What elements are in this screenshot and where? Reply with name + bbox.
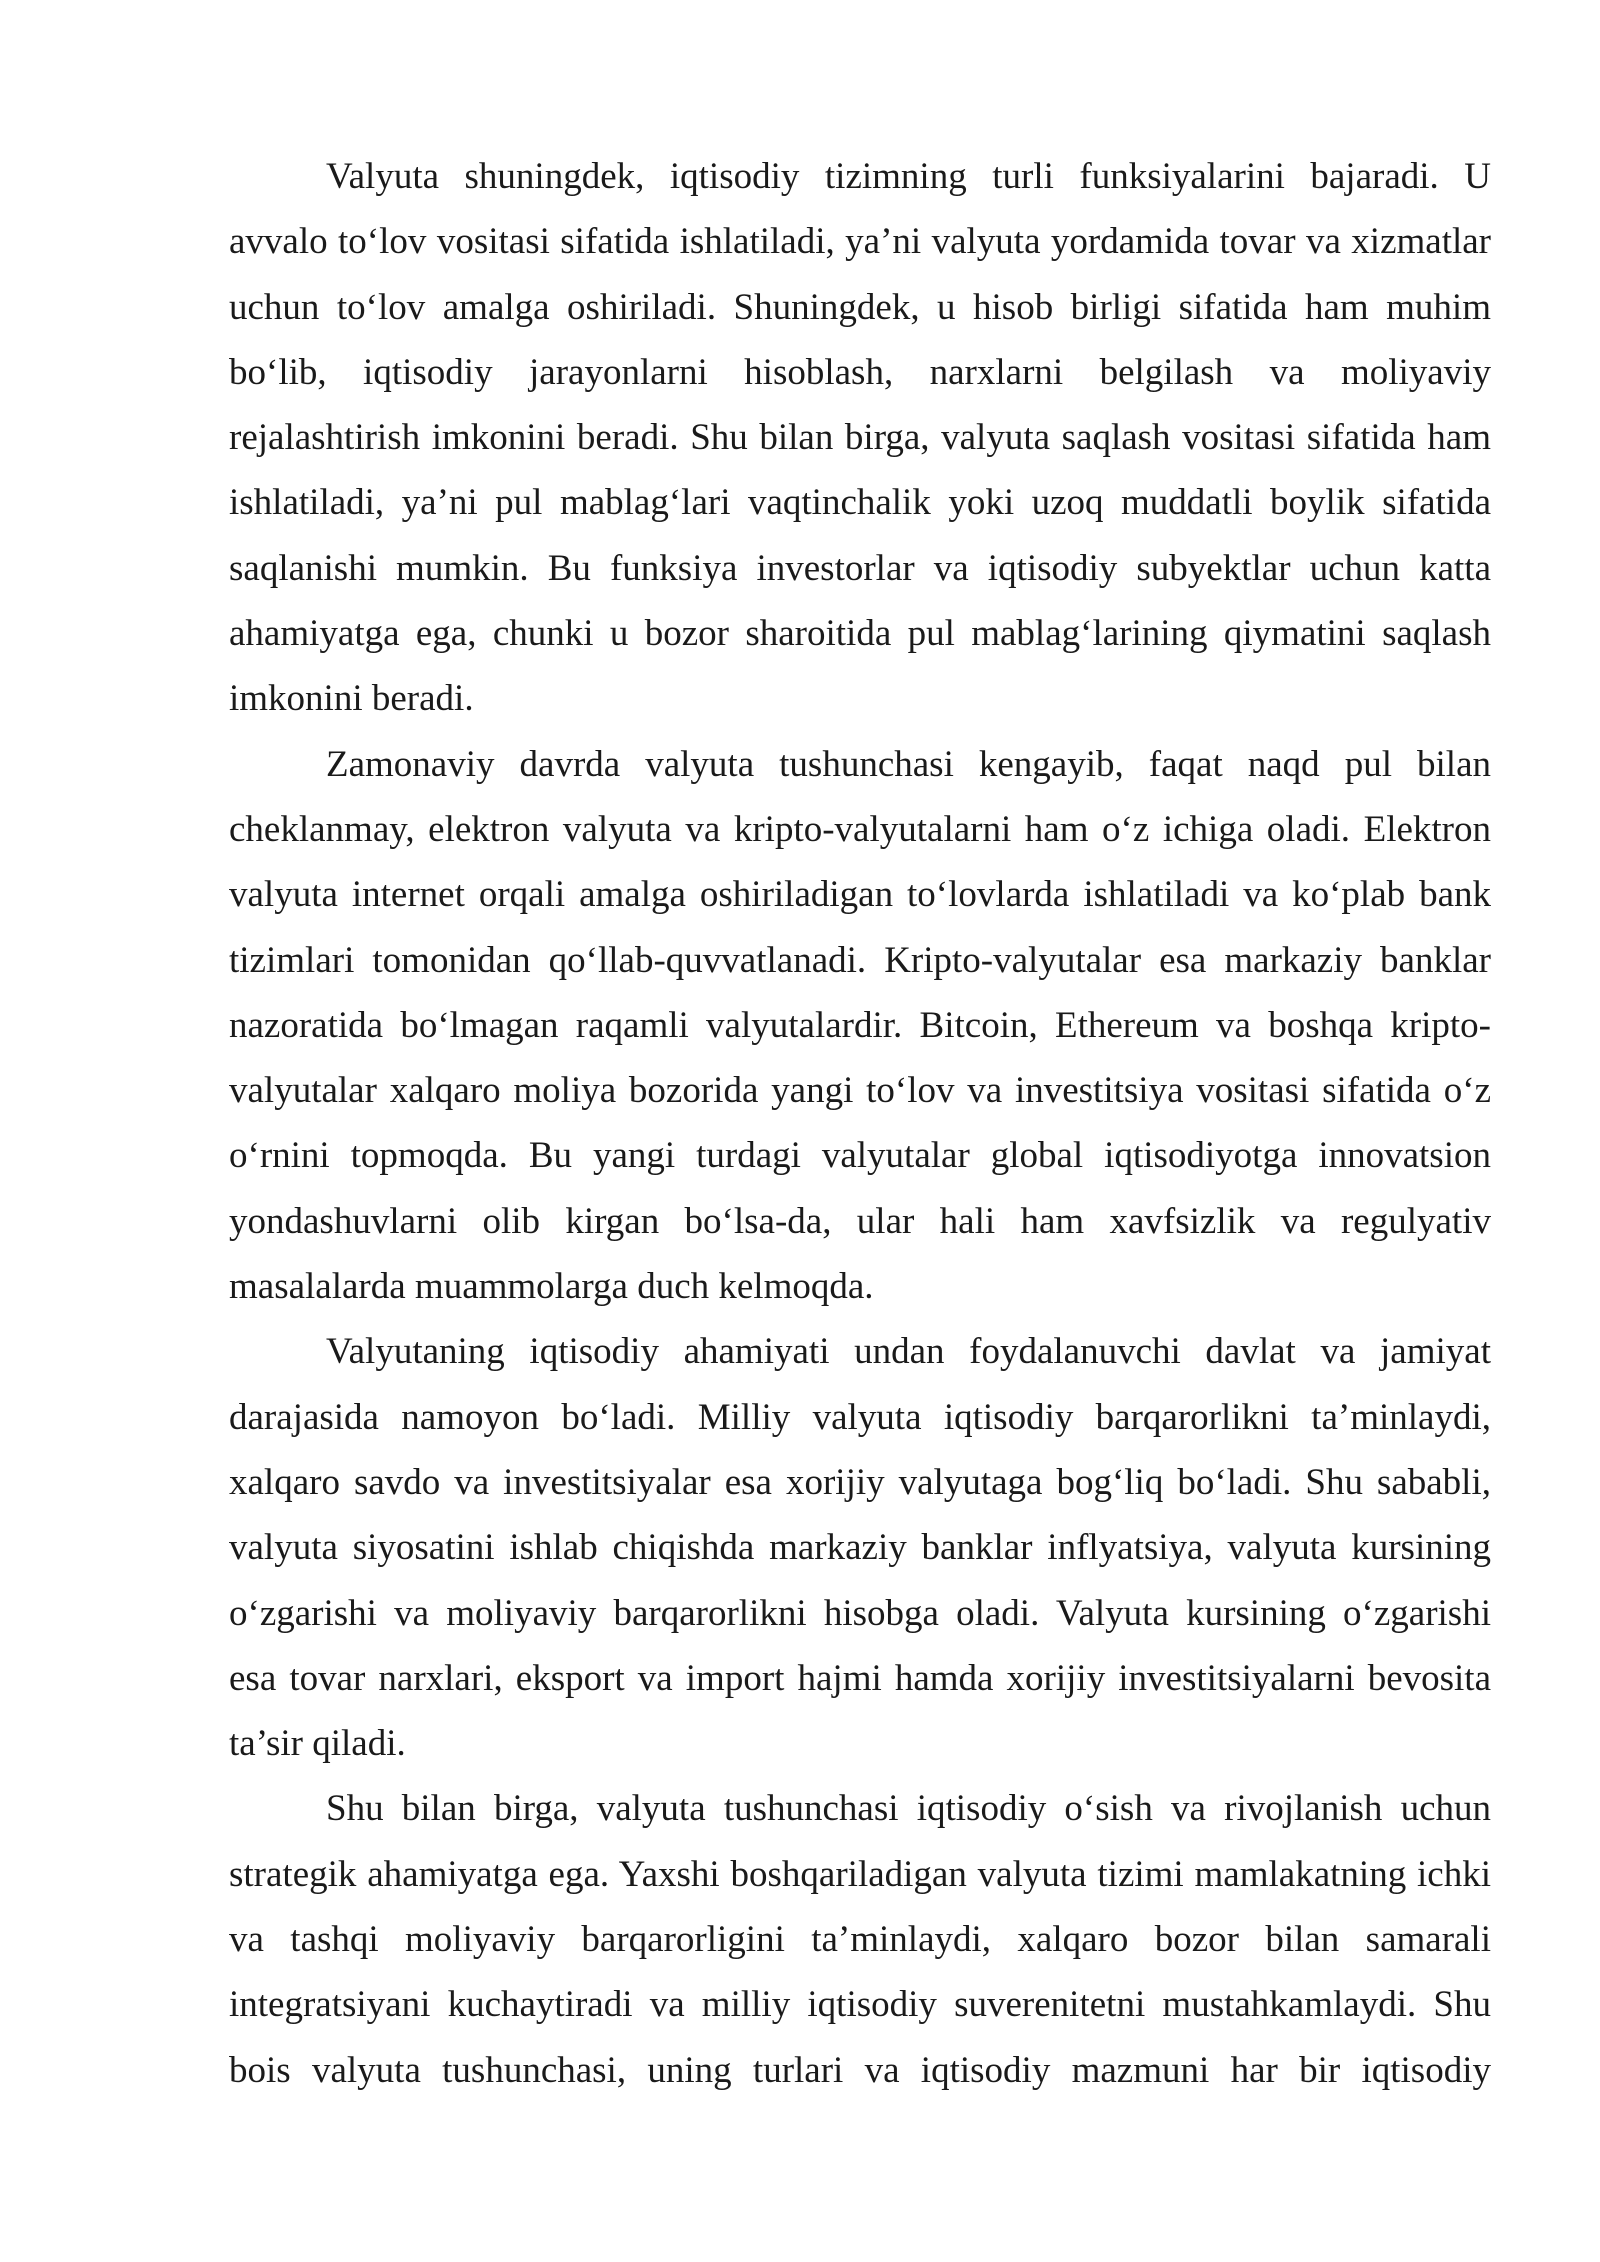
text-line: nazoratida bo‘lmagan raqamli valyutalardir. Bitcoin, Ethereum va boshqa kripto-: [229, 1004, 1491, 1046]
text-line: valyutalar xalqaro moliya bozorida yangi to‘lov va investitsiya vositasi sifatida o‘z: [229, 1070, 1491, 1112]
text-line: strategik ahamiyatga ega. Yaxshi boshqariladigan valyuta tizimi mamlakatning ichki: [229, 1853, 1491, 1895]
paragraph-1: [229, 144, 1491, 732]
text-line: saqlanishi mumkin. Bu funksiya investorlar va iqtisodiy subyektlar uchun katta: [229, 547, 1491, 589]
text-line: integratsiyani kuchaytiradi va milliy iqtisodiy suverenitetni mustahkamlaydi. Shu: [229, 1984, 1491, 2026]
text-line: ahamiyatga ega, chunki u bozor sharoitida pul mablag‘larining qiymatini saqlash: [229, 613, 1491, 655]
text-line: bois valyuta tushunchasi, uning turlari va iqtisodiy mazmuni har bir iqtisodiy: [229, 2049, 1491, 2091]
text-line: masalalarda muammolarga duch kelmoqda.: [229, 1266, 874, 1308]
text-line: va tashqi moliyaviy barqarorligini ta’minlaydi, xalqaro bozor bilan samarali: [229, 1919, 1491, 1961]
text-line: xalqaro savdo va investitsiyalar esa xorijiy valyutaga bog‘liq bo‘ladi. Shu sababli,: [229, 1461, 1491, 1503]
text-line: Shu bilan birga, valyuta tushunchasi iqtisodiy o‘sish va rivojlanish uchun: [326, 1788, 1491, 1830]
text-line: esa tovar narxlari, eksport va import hajmi hamda xorijiy investitsiyalarni bevosita: [229, 1657, 1491, 1699]
text-line: ta’sir qiladi.: [229, 1723, 406, 1765]
text-line: ishlatiladi, ya’ni pul mablag‘lari vaqtinchalik yoki uzoq muddatli boylik sifatida: [229, 482, 1491, 524]
text-line: uchun to‘lov amalga oshiriladi. Shuningdek, u hisob birligi sifatida ham muhim: [229, 286, 1491, 328]
text-line: valyuta siyosatini ishlab chiqishda markaziy banklar inflyatsiya, valyuta kursining: [229, 1527, 1491, 1569]
text-line: Valyuta shuningdek, iqtisodiy tizimning turli funksiyalarini bajaradi. U: [326, 156, 1491, 197]
body-text: [229, 144, 1491, 2103]
text-line: Valyutaning iqtisodiy ahamiyati undan foydalanuvchi davlat va jamiyat: [326, 1331, 1491, 1373]
paragraph-4: [229, 1776, 1491, 2102]
text-line: darajasida namoyon bo‘ladi. Milliy valyuta iqtisodiy barqarorlikni ta’minlaydi,: [229, 1396, 1491, 1438]
text-line: valyuta internet orqali amalga oshiriladigan to‘lovlarda ishlatiladi va ko‘plab bank: [229, 874, 1491, 916]
text-line: rejalashtirish imkonini beradi. Shu bilan birga, valyuta saqlash vositasi sifatida ham: [229, 417, 1491, 459]
paragraph-2: [229, 732, 1491, 1320]
text-line: imkonini beradi.: [229, 678, 474, 720]
text-line: Zamonaviy davrda valyuta tushunchasi kengayib, faqat naqd pul bilan: [326, 743, 1491, 785]
text-line: o‘rnini topmoqda. Bu yangi turdagi valyutalar global iqtisodiyotga innovatsion: [229, 1135, 1491, 1177]
text-line: avvalo to‘lov vositasi sifatida ishlatiladi, ya’ni valyuta yordamida tovar va xizmatlar: [229, 221, 1491, 263]
text-line: o‘zgarishi va moliyaviy barqarorlikni hisobga oladi. Valyuta kursining o‘zgarishi: [229, 1592, 1491, 1634]
text-line: tizimlari tomonidan qo‘llab-quvvatlanadi. Kripto-valyutalar esa markaziy banklar: [229, 939, 1491, 981]
paragraph-3: [229, 1319, 1491, 1776]
text-line: bo‘lib, iqtisodiy jarayonlarni hisoblash, narxlarni belgilash va moliyaviy: [229, 351, 1491, 393]
text-line: cheklanmay, elektron valyuta va kripto-valyutalarni ham o‘z ichiga oladi. Elektron: [229, 808, 1491, 850]
text-line: yondashuvlarni olib kirgan bo‘lsa-da, ular hali ham xavfsizlik va regulyativ: [229, 1200, 1491, 1242]
